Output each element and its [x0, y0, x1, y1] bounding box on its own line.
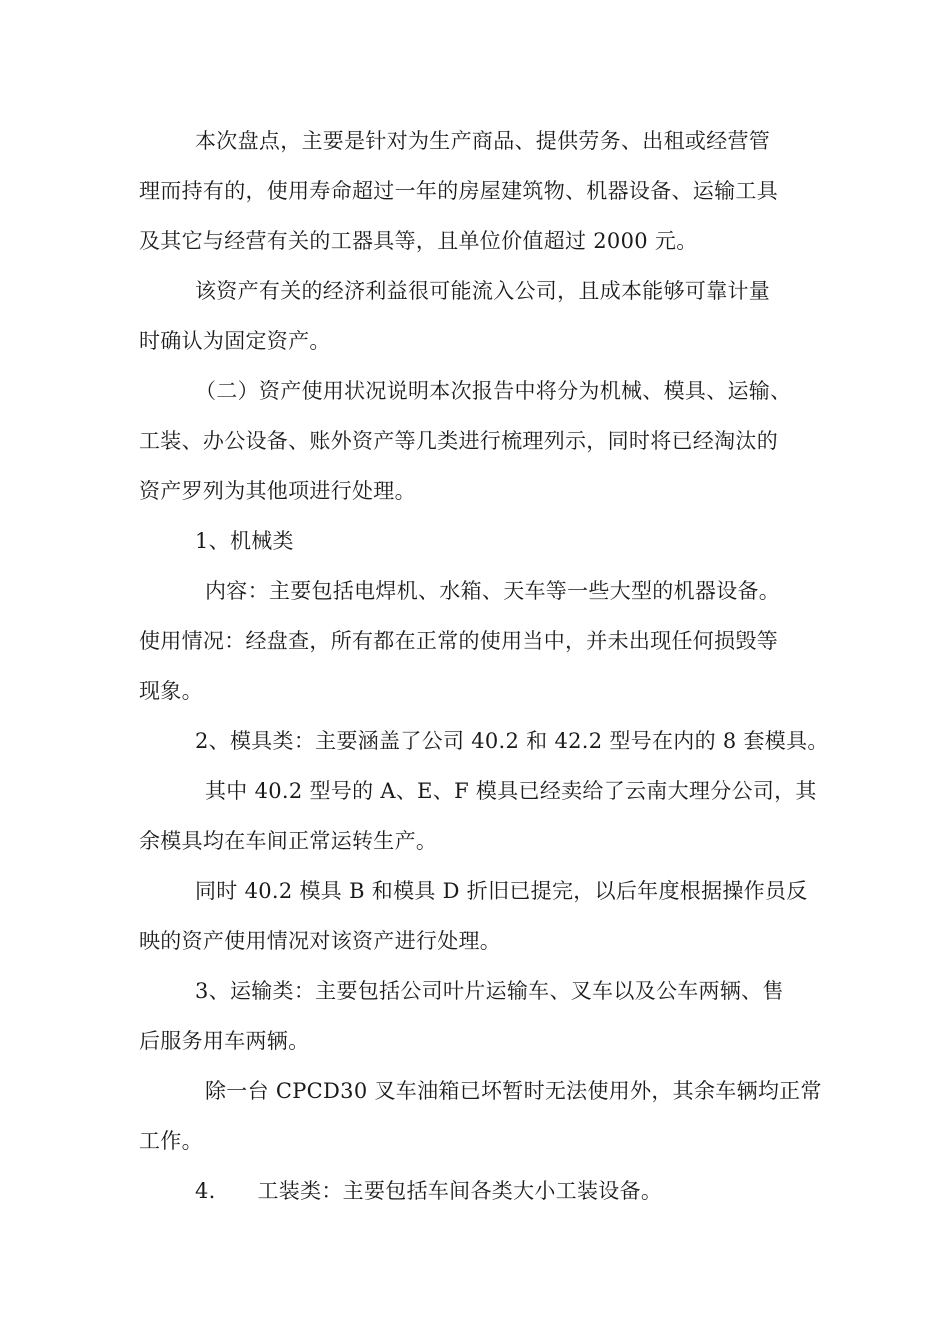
text-line: 4. 工装类：主要包括车间各类大小工装设备。 — [195, 1179, 663, 1203]
text-line: 3、运输类：主要包括公司叶片运输车、叉车以及公车两辆、售 — [195, 979, 784, 1003]
text-line: 2、模具类：主要涵盖了公司 40.2 和 42.2 型号在内的 8 套模具。 — [195, 729, 829, 753]
text-line: 同时 40.2 模具 B 和模具 D 折旧已提完，以后年度根据操作员反 — [195, 879, 808, 903]
text-line: 工装、办公设备、账外资产等几类进行梳理列示，同时将已经淘汰的 — [139, 429, 778, 453]
text-line: 理而持有的，使用寿命超过一年的房屋建筑物、机器设备、运输工具 — [139, 179, 778, 203]
text-line: 除一台 CPCD30 叉车油箱已坏暂时无法使用外，其余车辆均正常 — [205, 1079, 822, 1103]
text-line: 及其它与经营有关的工器具等，且单位价值超过 2000 元。 — [139, 229, 698, 253]
section-heading: 1、机械类 — [195, 529, 294, 553]
text-line: 工作。 — [139, 1129, 203, 1153]
text-line: 使用情况：经盘查，所有都在正常的使用当中，并未出现任何损毁等 — [139, 629, 778, 653]
text-line: 资产罗列为其他项进行处理。 — [139, 479, 416, 503]
text-line: 现象。 — [139, 679, 203, 703]
text-line: 本次盘点，主要是针对为生产商品、提供劳务、出租或经营管 — [195, 129, 771, 153]
text-line: （二）资产使用状况说明本次报告中将分为机械、模具、运输、 — [195, 379, 792, 403]
text-line: 映的资产使用情况对该资产进行处理。 — [139, 929, 502, 953]
text-line: 余模具均在车间正常运转生产。 — [139, 829, 438, 853]
text-line: 后服务用车两辆。 — [139, 1029, 310, 1053]
text-line: 其中 40.2 型号的 A、E、F 模具已经卖给了云南大理分公司，其 — [205, 779, 817, 803]
text-line: 内容：主要包括电焊机、水箱、天车等一些大型的机器设备。 — [205, 579, 781, 603]
text-line: 该资产有关的经济利益很可能流入公司，且成本能够可靠计量 — [195, 279, 771, 303]
text-line: 时确认为固定资产。 — [139, 329, 331, 353]
